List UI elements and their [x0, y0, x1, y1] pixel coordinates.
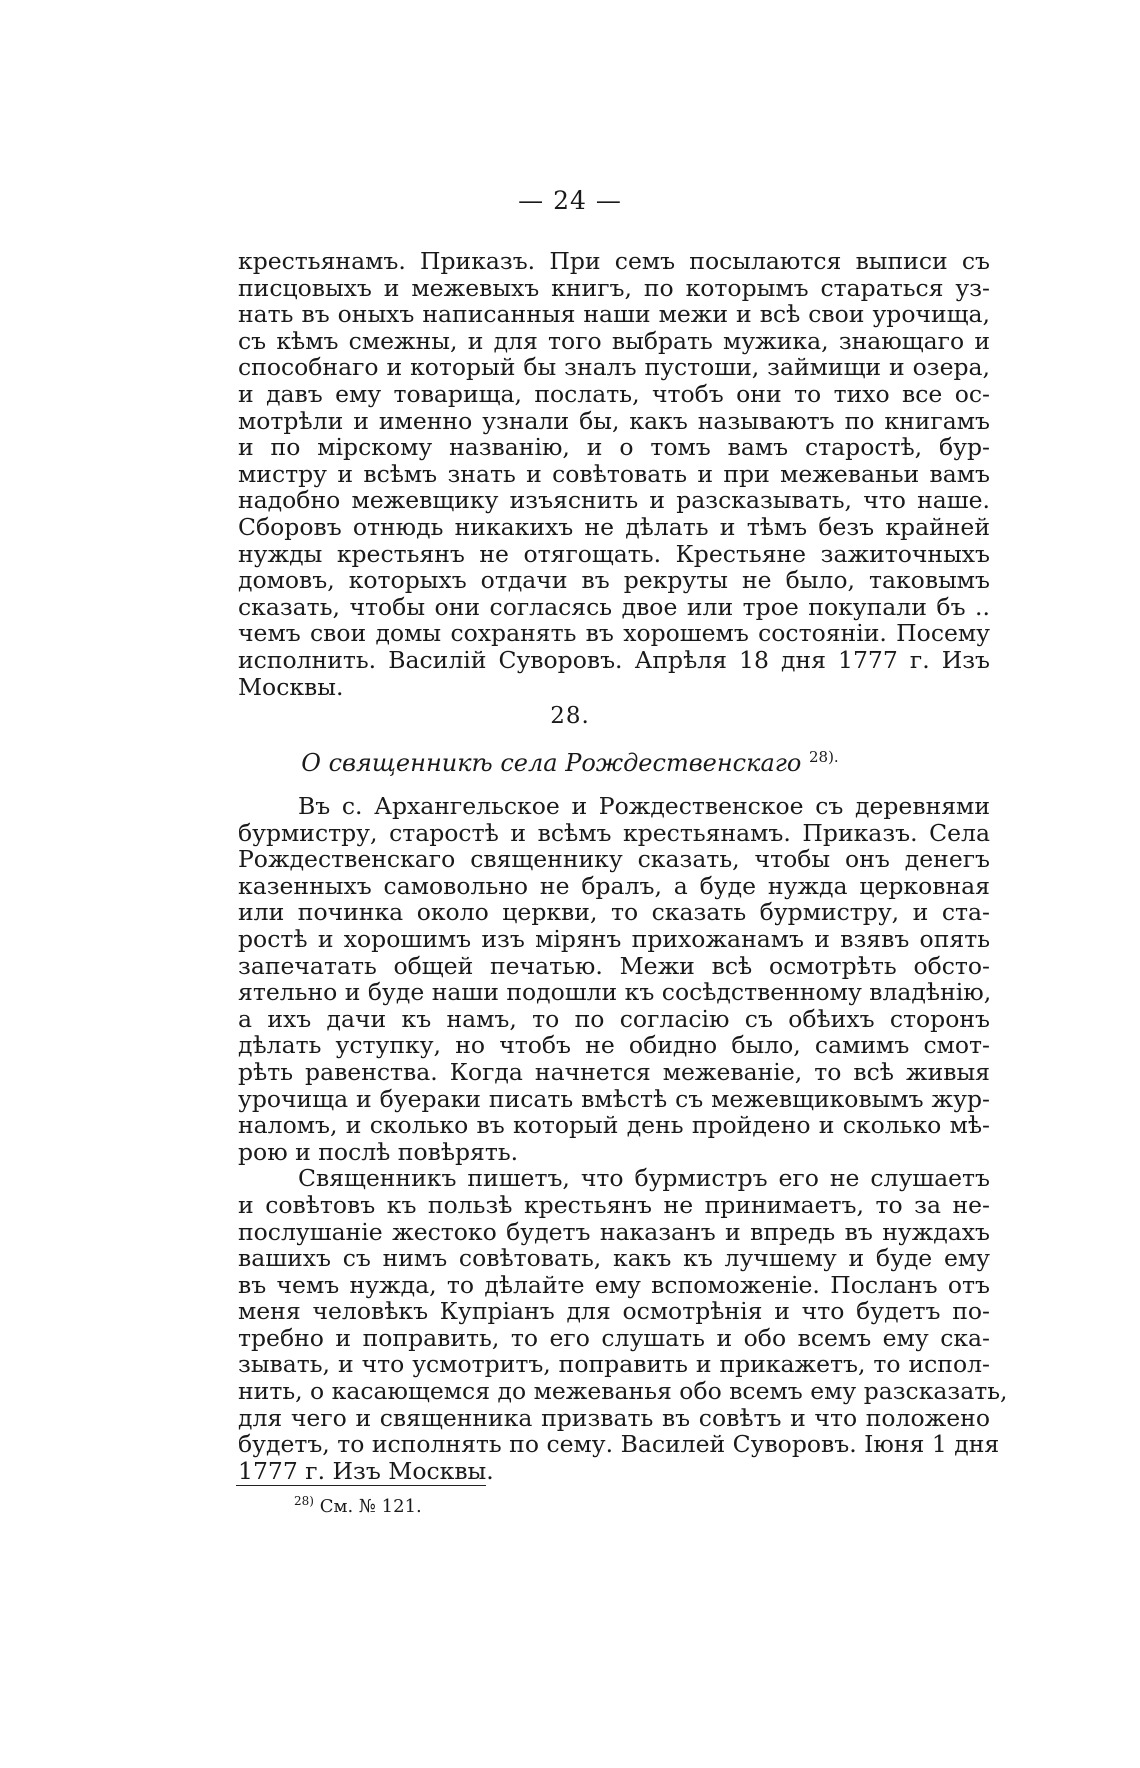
- text-line: нужды крестьянъ не отягощать. Крестьяне зажиточныхъ: [238, 539, 990, 568]
- footnote: [294, 1490, 422, 1518]
- section-title: [0, 748, 1140, 777]
- text-line: рою и послѣ повѣрять.: [238, 1137, 519, 1166]
- text-line: меня человѣкъ Купріанъ для осмотрѣнія и что будетъ по-: [238, 1297, 990, 1326]
- footnote-marker: 28): [294, 1494, 314, 1508]
- text-line: дѣлать уступку, но чтобъ не обидно было, самимъ смот-: [238, 1031, 990, 1060]
- section-number: 28.: [550, 703, 590, 729]
- text-line: 1777 г. Изъ Москвы.: [238, 1456, 494, 1485]
- text-line: будетъ, то исполнять по сему. Василей Суворовъ. Іюня 1 дня: [238, 1430, 1000, 1459]
- text-line: съ кѣмъ смежны, и для того выбрать мужика, знающаго и: [238, 326, 990, 355]
- text-line: и по мірскому названію, и о томъ вамъ старостѣ, бур-: [238, 433, 990, 462]
- text-line: въ чемъ нужда, то дѣлайте ему вспоможеніе. Посланъ отъ: [238, 1270, 990, 1299]
- text-line: Рождественскаго священнику сказать, чтобы онъ денегъ: [238, 845, 990, 874]
- text-line: способнаго и который бы зналъ пустоши, займищи и озера,: [238, 353, 990, 382]
- text-line: наломъ, и сколько въ который день пройдено и сколько мѣ-: [238, 1111, 990, 1140]
- text-line: Москвы.: [238, 672, 344, 701]
- footnote-rule: [236, 1485, 486, 1486]
- text-line: урочища и буераки писать вмѣстѣ съ межевщиковымъ жур-: [238, 1084, 990, 1113]
- section-title-note: 28).: [808, 748, 839, 766]
- text-line: казенныхъ самовольно не бралъ, а буде нужда церковная: [238, 871, 990, 900]
- section-title-text: О священникѣ села Рождественскаго: [301, 749, 802, 777]
- text-line: домовъ, которыхъ отдачи въ рекруты не было, таковымъ: [238, 566, 990, 595]
- text-line: для чего и священника призвать въ совѣтъ и что положено: [238, 1403, 990, 1432]
- text-line: нать въ оныхъ написанныя наши межи и всѣ свои урочища,: [238, 300, 990, 329]
- text-line: и совѣтовъ къ пользѣ крестьянъ не принимаетъ, то за не-: [238, 1190, 990, 1219]
- text-line: Сборовъ отнюдь никакихъ не дѣлать и тѣмъ безъ крайней: [238, 512, 990, 541]
- text-line: писцовыхъ и межевыхъ книгъ, по которымъ стараться уз-: [238, 273, 990, 302]
- page-number: — 24 —: [518, 186, 622, 215]
- text-line: Въ с. Архангельское и Рождественское съ деревнями: [298, 792, 990, 820]
- text-line: вашихъ съ нимъ совѣтовать, какъ къ лучшему и буде ему: [238, 1244, 990, 1273]
- text-line: Священникъ пишетъ, что бурмистръ его не слушаетъ: [298, 1164, 990, 1193]
- text-block-1: [238, 248, 990, 700]
- text-line: зывать, и что усмотритъ, поправить и прикажетъ, то испол-: [238, 1350, 990, 1379]
- text-line: нить, о касающемся до межеванья обо всемъ ему разсказать,: [238, 1377, 1008, 1406]
- footnote-text: См. № 121.: [319, 1496, 422, 1517]
- text-line: исполнить. Василій Суворовъ. Апрѣля 18 дня 1777 г. Изъ: [238, 645, 990, 674]
- text-line: ятельно и буде наши подошли къ сосѣдственному владѣнію,: [238, 978, 992, 1007]
- text-line: бурмистру, старостѣ и всѣмъ крестьянамъ. Приказъ. Села: [238, 818, 990, 847]
- text-line: послушаніе жестоко будетъ наказанъ и впредь въ нуждахъ: [238, 1217, 990, 1246]
- text-block-2: [238, 792, 1008, 1485]
- text-line: или починка около церкви, то сказать бурмистру, и ста-: [238, 898, 990, 927]
- text-line: ростѣ и хорошимъ изъ мірянъ прихожанамъ и взявъ опять: [238, 924, 990, 953]
- text-line: крестьянамъ. Приказъ. При семъ посылаются выписи съ: [238, 247, 990, 275]
- text-line: а ихъ дачи къ намъ, то по согласію съ обѣихъ сторонъ: [238, 1004, 990, 1033]
- text-line: чемъ свои домы сохранять въ хорошемъ состояніи. Посему: [238, 619, 990, 648]
- text-line: рѣть равенства. Когда начнется межеваніе, то всѣ живыя: [238, 1057, 990, 1086]
- text-line: надобно межевщику изъяснить и разсказывать, что наше.: [238, 486, 990, 515]
- text-line: мистру и всѣмъ знать и совѣтовать и при межеваньи вамъ: [238, 459, 990, 488]
- text-line: сказать, чтобы они согласясь двое или трое покупали бъ ..: [238, 592, 990, 621]
- text-line: мотрѣли и именно узнали бы, какъ называютъ по книгамъ: [238, 406, 990, 435]
- text-line: требно и поправить, то его слушать и обо всемъ ему ска-: [238, 1323, 990, 1352]
- text-line: и давъ ему товарища, послать, чтобъ они то тихо все ос-: [238, 379, 990, 408]
- text-line: запечатать общей печатью. Межи всѣ осмотрѣть обсто-: [238, 951, 990, 980]
